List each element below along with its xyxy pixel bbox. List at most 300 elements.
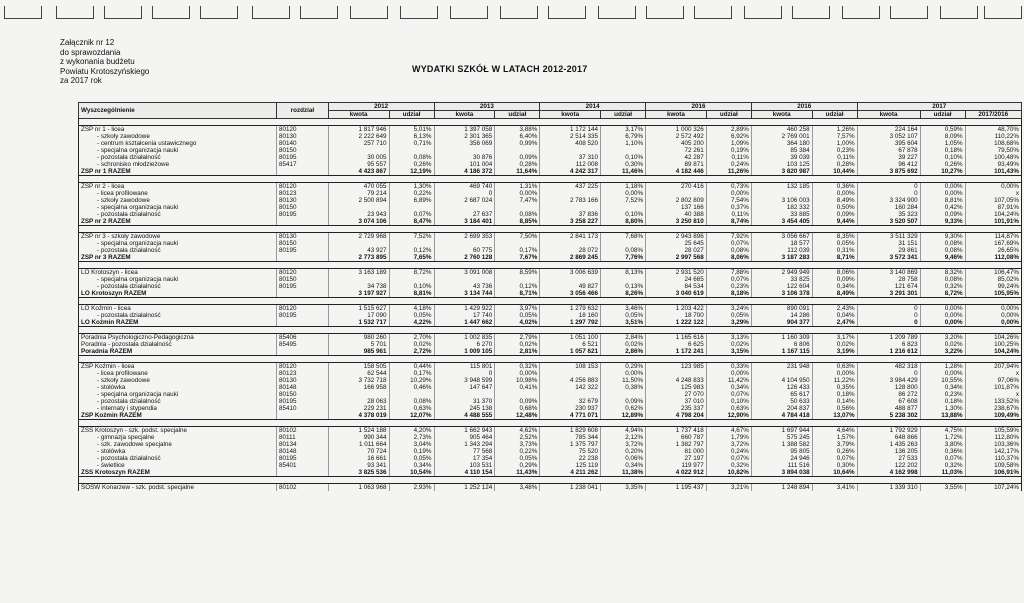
total-value: 3,51% (601, 319, 646, 327)
total-value: 8,06% (706, 254, 751, 262)
cell-udzial: 0,42% (920, 204, 965, 211)
cell-kwota: 0 (857, 190, 920, 197)
cell-udzial: 0,05% (495, 312, 540, 319)
row-rozdzial: 80195 (277, 211, 329, 218)
total-ratio: 101,91% (965, 218, 1021, 226)
cell-udzial (495, 240, 540, 247)
row-rozdzial: 80150 (277, 204, 329, 211)
total-value: 8,74% (706, 218, 751, 226)
total-rozdzial (277, 412, 329, 420)
cell-kwota: 356 069 (434, 140, 495, 147)
cell-udzial (495, 391, 540, 398)
cell-udzial: 0,08% (601, 247, 646, 254)
cell-udzial: 0,05% (389, 455, 434, 462)
cell-ratio: 105,59% (965, 427, 1021, 435)
total-value: 8,71% (812, 254, 857, 262)
cell-kwota: 125 119 (540, 462, 601, 469)
total-value: 2,86% (601, 348, 646, 356)
total-value: 1 009 105 (434, 348, 495, 356)
col-header-kwota: kwota (328, 111, 389, 119)
cell-udzial: 0,32% (706, 462, 751, 469)
cell-udzial: 11,50% (601, 377, 646, 384)
row-label: - pozostała działalność (79, 154, 277, 161)
cell-udzial (389, 147, 434, 154)
total-value: 9,33% (920, 218, 965, 226)
cell-udzial: 3,21% (706, 484, 751, 492)
cell-kwota: 2 687 024 (434, 197, 495, 204)
cell-ratio: 101,87% (965, 384, 1021, 391)
cell-udzial: 0,44% (389, 363, 434, 371)
cell-udzial: 0,28% (495, 161, 540, 168)
cell-ratio: 99,24% (965, 283, 1021, 290)
cell-kwota: 2 699 353 (434, 233, 495, 241)
cell-udzial: 0,34% (706, 384, 751, 391)
cell-kwota (434, 391, 495, 398)
cell-udzial: 2,84% (601, 334, 646, 342)
row-label: - szkoły zawodowe (79, 377, 277, 384)
cell-kwota: 79 214 (328, 190, 389, 197)
total-value: 9,44% (812, 218, 857, 226)
cell-udzial: 0,32% (495, 363, 540, 371)
cell-udzial: 1,05% (920, 140, 965, 147)
cell-udzial: 0,32% (920, 283, 965, 290)
cell-udzial: 0,35% (812, 384, 857, 391)
cell-udzial: 7,52% (601, 197, 646, 204)
cell-kwota: 96 412 (857, 161, 920, 168)
table-total-row (79, 469, 1022, 477)
table-total-row (79, 168, 1022, 176)
row-label: ZSP nr 1 - licea (79, 126, 277, 134)
row-rozdzial: 80140 (277, 140, 329, 147)
cell-udzial: 0,02% (812, 341, 857, 348)
total-value: 12,89% (601, 412, 646, 420)
table-row (79, 183, 1022, 191)
header-line: z wykonania budżetu (60, 57, 135, 67)
cell-ratio: 0,00% (965, 183, 1021, 191)
col-header-year: 2017 (857, 103, 1021, 111)
row-rozdzial: 80102 (277, 427, 329, 435)
row-rozdzial: 80120 (277, 363, 329, 371)
row-rozdzial: 80120 (277, 269, 329, 277)
total-value: 3 250 810 (646, 218, 707, 226)
cell-kwota: 27 637 (434, 211, 495, 218)
cell-udzial: 0,07% (706, 276, 751, 283)
total-value: 4 022 912 (646, 469, 707, 477)
cell-kwota: 245 138 (434, 405, 495, 412)
cell-ratio: 26,65% (965, 247, 1021, 254)
cell-udzial: 3,17% (812, 334, 857, 342)
cell-kwota: 1 238 041 (540, 484, 601, 492)
cell-udzial: 0,26% (920, 161, 965, 168)
cell-udzial: 8,81% (920, 197, 965, 204)
cell-kwota: 89 871 (646, 161, 707, 168)
cell-kwota: 16 661 (328, 455, 389, 462)
cell-kwota: 65 617 (751, 391, 812, 398)
cell-kwota: 1 165 616 (646, 334, 707, 342)
col-header-kwota: kwota (857, 111, 920, 119)
cell-ratio: 167,69% (965, 240, 1021, 247)
cell-ratio: 112,80% (965, 434, 1021, 441)
document-title: WYDATKI SZKÓŁ W LATACH 2012-2017 (412, 64, 588, 74)
cell-udzial: 3,55% (920, 484, 965, 492)
row-label: - pozostała działalność (79, 455, 277, 462)
total-value: 10,82% (706, 469, 751, 477)
col-header-udzial: udział (812, 111, 857, 119)
total-value: 2,47% (812, 319, 857, 327)
cell-kwota: 84 534 (646, 283, 707, 290)
cell-udzial: 0,34% (812, 283, 857, 290)
cell-kwota (646, 190, 707, 197)
cell-kwota: 27 070 (646, 391, 707, 398)
cell-udzial (495, 276, 540, 283)
total-value: 3,15% (706, 348, 751, 356)
total-value: 0,00% (920, 319, 965, 327)
cell-kwota: 3 948 599 (434, 377, 495, 384)
total-value: 4 162 998 (857, 469, 920, 477)
cell-udzial: 0,00% (812, 190, 857, 197)
row-label: ZSS Krotoszyn - szk. podst. specjalne (79, 427, 277, 435)
cell-udzial: 0,22% (495, 448, 540, 455)
group-spacer (79, 226, 1022, 233)
cell-ratio: 85,02% (965, 276, 1021, 283)
cell-udzial: 0,59% (920, 126, 965, 134)
cell-kwota: 1 172 144 (540, 126, 601, 134)
cell-kwota: 132 185 (751, 183, 812, 191)
cell-kwota: 460 258 (751, 126, 812, 134)
cell-kwota: 24 946 (751, 455, 812, 462)
cell-kwota: 125 983 (646, 384, 707, 391)
total-rozdzial (277, 218, 329, 226)
spacer-cell (79, 356, 1022, 363)
cell-udzial: 2,70% (389, 334, 434, 342)
cell-udzial: 0,07% (920, 455, 965, 462)
row-rozdzial: 85406 (277, 334, 329, 342)
row-rozdzial: 85410 (277, 405, 329, 412)
cell-kwota: 2 500 894 (328, 197, 389, 204)
cell-ratio: x (965, 370, 1021, 377)
cell-udzial: 3,72% (706, 441, 751, 448)
cell-kwota: 2 931 520 (646, 269, 707, 277)
total-value: 3 520 507 (857, 218, 920, 226)
cell-udzial: 10,98% (495, 377, 540, 384)
cell-kwota: 50 633 (751, 398, 812, 405)
cell-udzial: 0,56% (812, 405, 857, 412)
total-value: 3 056 466 (540, 290, 601, 298)
cell-udzial: 0,24% (706, 448, 751, 455)
cell-udzial: 0,08% (495, 211, 540, 218)
cell-kwota: 229 231 (328, 405, 389, 412)
table-row (79, 240, 1022, 247)
cell-udzial: 3,13% (706, 334, 751, 342)
cell-kwota: 1 160 309 (751, 334, 812, 342)
cell-kwota: 43 927 (328, 247, 389, 254)
cell-kwota (540, 147, 601, 154)
total-value: 2,81% (495, 348, 540, 356)
group-spacer (79, 420, 1022, 427)
table-row (79, 312, 1022, 319)
total-ratio: 112,08% (965, 254, 1021, 262)
cell-udzial: 0,00% (920, 312, 965, 319)
cell-udzial: 1,00% (812, 140, 857, 147)
cell-kwota: 166 958 (328, 384, 389, 391)
cell-udzial: 0,19% (706, 147, 751, 154)
cell-udzial: 0,02% (706, 341, 751, 348)
cell-udzial: 0,11% (706, 154, 751, 161)
cell-udzial: 0,09% (495, 398, 540, 405)
cell-kwota: 28 027 (646, 247, 707, 254)
cell-ratio: 100,25% (965, 341, 1021, 348)
cell-udzial: 0,10% (706, 398, 751, 405)
row-rozdzial: 80195 (277, 312, 329, 319)
cell-udzial: 0,05% (812, 240, 857, 247)
cell-kwota: 119 977 (646, 462, 707, 469)
cell-kwota: 488 877 (857, 405, 920, 412)
cell-udzial: 0,73% (706, 183, 751, 191)
cell-udzial: 1,26% (812, 126, 857, 134)
row-rozdzial: 80195 (277, 455, 329, 462)
row-rozdzial: 80150 (277, 276, 329, 283)
cell-udzial: 1,31% (495, 183, 540, 191)
table-row (79, 391, 1022, 398)
row-rozdzial: 85495 (277, 341, 329, 348)
spacer-cell (79, 327, 1022, 334)
cell-kwota: 62 544 (328, 370, 389, 377)
total-value: 10,44% (812, 168, 857, 176)
total-value: 4 784 418 (751, 412, 812, 420)
cell-udzial: 1,30% (920, 405, 965, 412)
table-row (79, 126, 1022, 134)
table-row (79, 154, 1022, 161)
cell-udzial: 0,62% (601, 405, 646, 412)
cell-kwota: 123 985 (646, 363, 707, 371)
row-rozdzial: 80195 (277, 283, 329, 290)
cell-udzial: 0,34% (389, 462, 434, 469)
cell-udzial: 1,79% (706, 434, 751, 441)
cell-udzial: 10,55% (920, 377, 965, 384)
cell-udzial: 3,97% (495, 305, 540, 313)
cell-udzial: 0,00% (920, 370, 965, 377)
cell-kwota: 0 (857, 370, 920, 377)
cell-udzial: 1,28% (920, 363, 965, 371)
spacer-cell (79, 176, 1022, 183)
cell-udzial: 0,02% (495, 341, 540, 348)
cell-kwota: 60 775 (434, 247, 495, 254)
row-rozdzial: 80123 (277, 370, 329, 377)
cell-ratio: x (965, 391, 1021, 398)
table-row (79, 462, 1022, 469)
cell-udzial: 0,00% (495, 370, 540, 377)
cell-ratio: 238,67% (965, 405, 1021, 412)
cell-udzial: 2,52% (495, 434, 540, 441)
cell-udzial: 0,36% (920, 448, 965, 455)
total-value: 3,22% (920, 348, 965, 356)
cell-kwota (540, 391, 601, 398)
cell-kwota: 6 521 (540, 341, 601, 348)
cell-udzial: 5,01% (389, 126, 434, 134)
cell-udzial: 7,57% (812, 133, 857, 140)
total-value: 13,88% (920, 412, 965, 420)
cell-kwota (751, 190, 812, 197)
cell-kwota: 49 827 (540, 283, 601, 290)
cell-udzial: 7,50% (495, 233, 540, 241)
total-value: 8,81% (389, 290, 434, 298)
cell-kwota: 67 608 (857, 398, 920, 405)
cell-udzial: 0,07% (389, 211, 434, 218)
total-value: 7,76% (601, 254, 646, 262)
cell-kwota (434, 147, 495, 154)
total-value: 3 875 692 (857, 168, 920, 176)
cell-kwota: 34 738 (328, 283, 389, 290)
cell-udzial (601, 147, 646, 154)
total-label: ZSP nr 1 RAZEM (79, 168, 277, 176)
cell-kwota: 31 370 (434, 398, 495, 405)
cell-kwota (540, 276, 601, 283)
cell-udzial (389, 204, 434, 211)
cell-udzial: 0,33% (706, 363, 751, 371)
cell-udzial: 3,17% (601, 126, 646, 134)
cell-kwota: 4 104 950 (751, 377, 812, 384)
cell-kwota: 235 337 (646, 405, 707, 412)
row-label: - licea profilowane (79, 370, 277, 377)
col-header-desc: Wyszczególnienie (79, 103, 277, 119)
total-rozdzial (277, 254, 329, 262)
cell-kwota (646, 370, 707, 377)
row-rozdzial: 80148 (277, 384, 329, 391)
cell-kwota: 1 252 124 (434, 484, 495, 492)
cell-kwota: 17 090 (328, 312, 389, 319)
cell-udzial: 6,92% (706, 133, 751, 140)
cell-udzial: 0,12% (495, 283, 540, 290)
cell-udzial: 3,20% (920, 334, 965, 342)
row-rozdzial: 80195 (277, 154, 329, 161)
cell-udzial: 0,31% (812, 247, 857, 254)
cell-udzial: 8,13% (601, 269, 646, 277)
cell-kwota: 224 164 (857, 126, 920, 134)
cell-udzial: 0,08% (920, 276, 965, 283)
cell-udzial: 0,00% (601, 190, 646, 197)
cell-kwota: 3 056 667 (751, 233, 812, 241)
cell-kwota: 1 429 922 (434, 305, 495, 313)
row-label: - specjalna organizacja nauki (79, 240, 277, 247)
cell-kwota: 33 885 (751, 211, 812, 218)
cell-kwota: 22 238 (540, 455, 601, 462)
cell-udzial: 1,09% (706, 140, 751, 147)
cell-kwota: 1 524 188 (328, 427, 389, 435)
cell-udzial: 11,42% (706, 377, 751, 384)
cell-kwota: 1 829 608 (540, 427, 601, 435)
cell-udzial: 4,94% (601, 427, 646, 435)
cell-udzial: 0,63% (706, 405, 751, 412)
row-label: ZSP nr 2 - licea (79, 183, 277, 191)
cell-kwota: 2 301 365 (434, 133, 495, 140)
table-row (79, 269, 1022, 277)
row-label: ZSP nr 3 - szkoły zawodowe (79, 233, 277, 241)
total-value: 4 378 019 (328, 412, 389, 420)
cell-udzial (601, 391, 646, 398)
total-rozdzial (277, 168, 329, 176)
cell-udzial: 0,00% (495, 190, 540, 197)
table-row (79, 190, 1022, 197)
header-line: do sprawozdania (60, 47, 121, 57)
total-ratio: 106,91% (965, 469, 1021, 477)
table-row (79, 341, 1022, 348)
cell-kwota: 115 801 (434, 363, 495, 371)
total-rozdzial (277, 290, 329, 298)
cell-kwota: 405 200 (646, 140, 707, 147)
cell-ratio: 142,17% (965, 448, 1021, 455)
cell-kwota: 136 205 (857, 448, 920, 455)
cell-kwota (540, 240, 601, 247)
cell-kwota: 108 153 (540, 363, 601, 371)
row-label: - stołówka (79, 448, 277, 455)
cell-udzial: 0,09% (495, 154, 540, 161)
cell-udzial: 0,07% (706, 391, 751, 398)
cell-kwota: 408 520 (540, 140, 601, 147)
table-row (79, 233, 1022, 241)
cell-udzial: 0,00% (920, 190, 965, 197)
cell-kwota: 1 817 946 (328, 126, 389, 134)
cell-kwota: 6 270 (434, 341, 495, 348)
cell-udzial: 0,19% (389, 448, 434, 455)
cell-udzial: 3,80% (920, 441, 965, 448)
cell-udzial: 0,29% (495, 462, 540, 469)
cell-kwota: 2 841 173 (540, 233, 601, 241)
total-value: 8,49% (812, 290, 857, 298)
row-label: - pozostała działalność (79, 312, 277, 319)
cell-kwota: 2 222 649 (328, 133, 389, 140)
total-value: 8,47% (389, 218, 434, 226)
cell-udzial: 3,41% (812, 484, 857, 492)
cell-kwota: 364 180 (751, 140, 812, 147)
cell-kwota: 122 604 (751, 283, 812, 290)
cell-udzial: 3,04% (389, 441, 434, 448)
row-label: - szk. zawodowe specjalne (79, 441, 277, 448)
row-rozdzial: 80130 (277, 197, 329, 204)
cell-kwota: 1 248 894 (751, 484, 812, 492)
table-row (79, 247, 1022, 254)
cell-kwota: 103 531 (434, 462, 495, 469)
cell-kwota: 85 384 (751, 147, 812, 154)
document-header (60, 38, 149, 86)
cell-kwota: 30 876 (434, 154, 495, 161)
cell-kwota: 905 464 (434, 434, 495, 441)
cell-kwota: 575 245 (751, 434, 812, 441)
total-label: Poradnia RAZEM (79, 348, 277, 356)
total-value: 2 869 245 (540, 254, 601, 262)
col-header-udzial: udział (706, 111, 751, 119)
cell-ratio: 110,37% (965, 455, 1021, 462)
row-rozdzial: 80195 (277, 398, 329, 405)
cell-udzial: 7,92% (706, 233, 751, 241)
row-label: - szkoły zawodowe (79, 197, 277, 204)
cell-kwota: 1 343 294 (434, 441, 495, 448)
cell-kwota: 37 310 (540, 154, 601, 161)
cell-udzial: 6,79% (601, 133, 646, 140)
cell-udzial: 0,05% (389, 312, 434, 319)
cell-udzial: 4,67% (706, 427, 751, 435)
cell-udzial: 0,24% (706, 161, 751, 168)
cell-kwota: 1 515 627 (328, 305, 389, 313)
header-line: Powiatu Krotoszyńskiego (60, 66, 150, 76)
cell-kwota: 121 674 (857, 283, 920, 290)
total-value: 3 040 619 (646, 290, 707, 298)
cell-kwota: 3 324 900 (857, 197, 920, 204)
cell-kwota: 2 572 492 (646, 133, 707, 140)
cell-kwota: 27 533 (857, 455, 920, 462)
row-label: - świetlice (79, 462, 277, 469)
cell-kwota: 2 729 968 (328, 233, 389, 241)
row-rozdzial: 80130 (277, 377, 329, 384)
